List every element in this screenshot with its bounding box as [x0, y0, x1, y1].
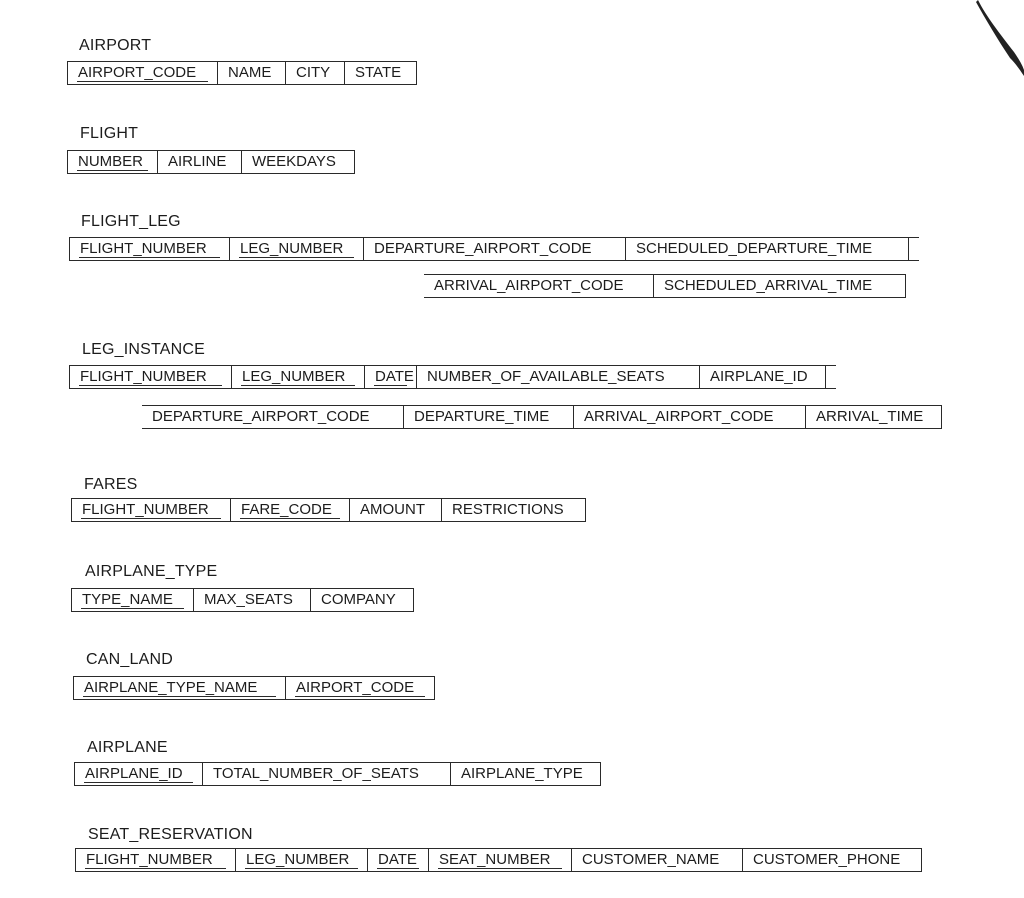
row-continuation	[909, 238, 919, 260]
attribute: DEPARTURE_TIME	[404, 406, 574, 428]
attribute: COMPANY	[311, 589, 414, 611]
relation-row	[69, 237, 919, 261]
key-attribute: LEG_NUMBER	[230, 238, 364, 260]
key-attribute: AIRPLANE_TYPE_NAME	[74, 677, 286, 699]
key-attribute: FLIGHT_NUMBER	[70, 366, 232, 388]
attribute: ARRIVAL_AIRPORT_CODE	[574, 406, 806, 428]
attribute: ARRIVAL_TIME	[806, 406, 942, 428]
key-attribute: SEAT_NUMBER	[429, 849, 572, 871]
attribute: STATE	[345, 62, 417, 84]
relation-name: CAN_LAND	[86, 651, 173, 668]
key-attribute: NUMBER	[68, 151, 158, 173]
relation-name: SEAT_RESERVATION	[88, 826, 253, 843]
attribute: AIRPLANE_ID	[700, 366, 826, 388]
attribute: RESTRICTIONS	[442, 499, 586, 521]
relation-name: AIRPLANE	[87, 739, 168, 756]
key-attribute: AIRPLANE_ID	[75, 763, 203, 785]
relation-name: FARES	[84, 476, 138, 493]
relation-row	[67, 61, 417, 85]
attribute: ARRIVAL_AIRPORT_CODE	[424, 275, 654, 297]
attribute: CUSTOMER_PHONE	[743, 849, 922, 871]
page-edge-mark	[976, 0, 1024, 80]
attribute: CITY	[286, 62, 345, 84]
attribute: CUSTOMER_NAME	[572, 849, 743, 871]
attribute: NUMBER_OF_AVAILABLE_SEATS	[417, 366, 700, 388]
relation-name: FLIGHT_LEG	[81, 213, 181, 230]
attribute: AIRLINE	[158, 151, 242, 173]
attribute: SCHEDULED_DEPARTURE_TIME	[626, 238, 909, 260]
relation-row	[424, 274, 906, 298]
key-attribute: DATE	[368, 849, 429, 871]
relation-row	[69, 365, 836, 389]
key-attribute: FLIGHT_NUMBER	[70, 238, 230, 260]
relation-name: AIRPLANE_TYPE	[85, 563, 218, 580]
attribute: SCHEDULED_ARRIVAL_TIME	[654, 275, 906, 297]
key-attribute: DATE	[365, 366, 417, 388]
relation-row	[71, 498, 586, 522]
key-attribute: AIRPORT_CODE	[68, 62, 218, 84]
attribute: WEEKDAYS	[242, 151, 355, 173]
key-attribute: LEG_NUMBER	[232, 366, 365, 388]
key-attribute: FLIGHT_NUMBER	[76, 849, 236, 871]
attribute: AIRPLANE_TYPE	[451, 763, 601, 785]
relation-row	[73, 676, 435, 700]
relation-row	[71, 588, 414, 612]
attribute: DEPARTURE_AIRPORT_CODE	[142, 406, 404, 428]
row-continuation	[826, 366, 836, 388]
relation-row	[142, 405, 942, 429]
attribute: NAME	[218, 62, 286, 84]
key-attribute: LEG_NUMBER	[236, 849, 368, 871]
relation-row	[75, 848, 922, 872]
key-attribute: FARE_CODE	[231, 499, 350, 521]
attribute: DEPARTURE_AIRPORT_CODE	[364, 238, 626, 260]
key-attribute: AIRPORT_CODE	[286, 677, 435, 699]
relation-name: LEG_INSTANCE	[82, 341, 206, 358]
key-attribute: TYPE_NAME	[72, 589, 194, 611]
attribute: MAX_SEATS	[194, 589, 311, 611]
relation-row	[67, 150, 355, 174]
attribute: TOTAL_NUMBER_OF_SEATS	[203, 763, 451, 785]
relation-row	[74, 762, 601, 786]
relation-name: FLIGHT	[80, 125, 139, 142]
attribute: AMOUNT	[350, 499, 442, 521]
key-attribute: FLIGHT_NUMBER	[72, 499, 231, 521]
relation-name: AIRPORT	[79, 37, 152, 54]
